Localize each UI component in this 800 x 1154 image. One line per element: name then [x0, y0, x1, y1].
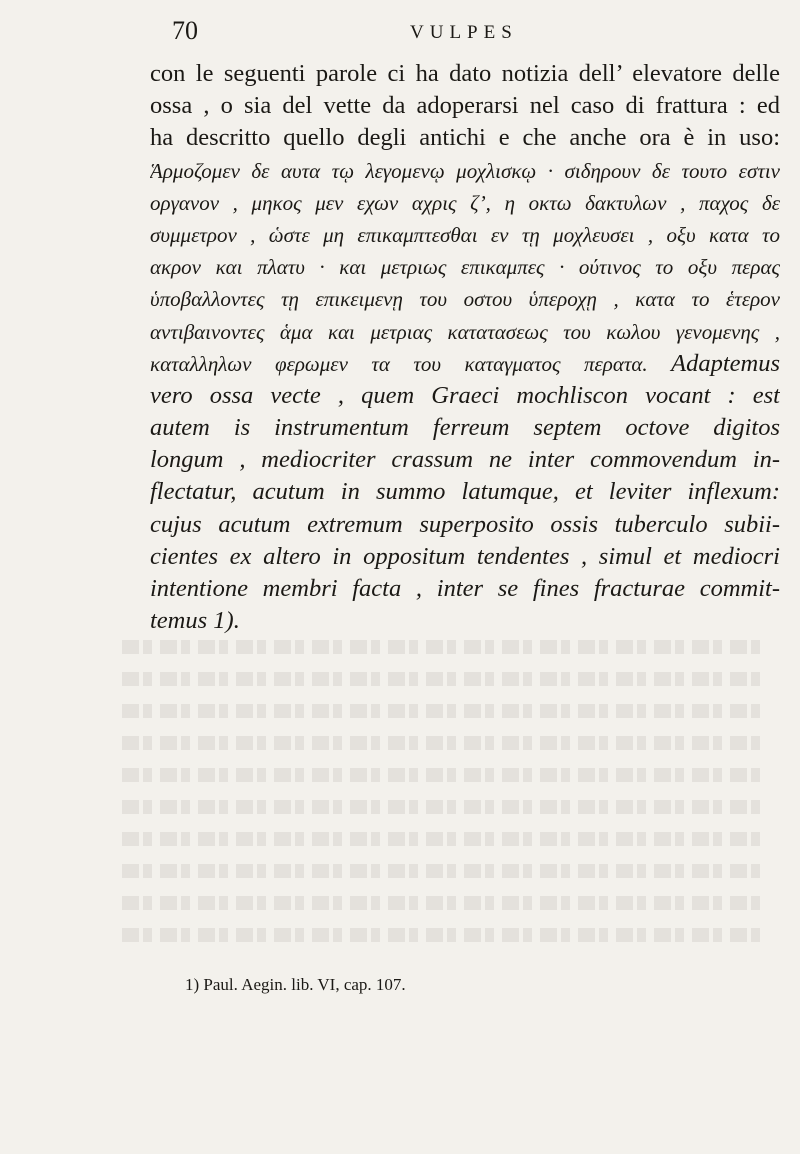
latin-line: vero ossa vecte , quem Graeci mochliscon vocant : est	[150, 381, 780, 409]
show-through-text	[120, 640, 760, 960]
latin-line: cientes ex altero in oppositum tendentes , simul et mediocri	[150, 542, 780, 570]
greek-line: ὑποβαλλοντες τῃ επικειμενῃ του οστου ὑπεροχῃ , κατα το ἑτερον	[150, 287, 780, 312]
running-title: VULPES	[410, 22, 518, 43]
body-text	[150, 58, 780, 637]
text-line: ha descritto quello degli antichi e che anche ora è in uso:	[150, 124, 780, 152]
greek-text: καταλληλων φερωμεν τα του καταγματος περατα.	[150, 351, 648, 376]
greek-line: Ἁρμοζομεν δε αυτα τῳ λεγομενῳ μοχλισκῳ · σιδηρουν δε τουτο εστιν	[150, 158, 780, 183]
greek-line: ακρον και πλατυ · και μετριως επικαμπες · ούτινος το οξυ περας	[150, 255, 780, 280]
text-line: ossa , o sia del vette da adoperarsi nel caso di frattura : ed	[150, 92, 780, 120]
greek-line: οργανον , μηκος μεν εχων αχρις ζ’, η οκτω δακτυλων , παχος δε	[150, 190, 780, 215]
latin-line: temus 1).	[150, 607, 240, 635]
latin-line: flectatur, acutum in summo latumque, et leviter inflexum:	[150, 478, 780, 506]
latin-text: Adaptemus	[671, 349, 780, 377]
footnote: 1) Paul. Aegin. lib. VI, cap. 107.	[185, 975, 406, 994]
text-line: con le seguenti parole ci ha dato notizia dell’ elevatore delle	[150, 60, 780, 87]
latin-line: longum , mediocriter crassum ne inter commovendum in-	[150, 446, 780, 474]
latin-line: intentione membri facta , inter se fines fracturae commit-	[150, 575, 780, 602]
greek-line: συμμετρον , ὡστε μη επικαμπτεσθαι εν τῃ μοχλευσει , οξυ κατα το	[150, 222, 780, 247]
page-number: 70	[172, 16, 198, 45]
running-head	[0, 16, 800, 46]
greek-line: αντιβαινοντες ἁμα και μετριας κατατασεως του κωλου γενομενης ,	[150, 319, 780, 344]
latin-line: cujus acutum extremum superposito ossis tuberculo subii-	[150, 510, 780, 538]
greek-line-mixed	[150, 348, 780, 380]
latin-line: autem is instrumentum ferreum septem octove digitos	[150, 414, 780, 442]
